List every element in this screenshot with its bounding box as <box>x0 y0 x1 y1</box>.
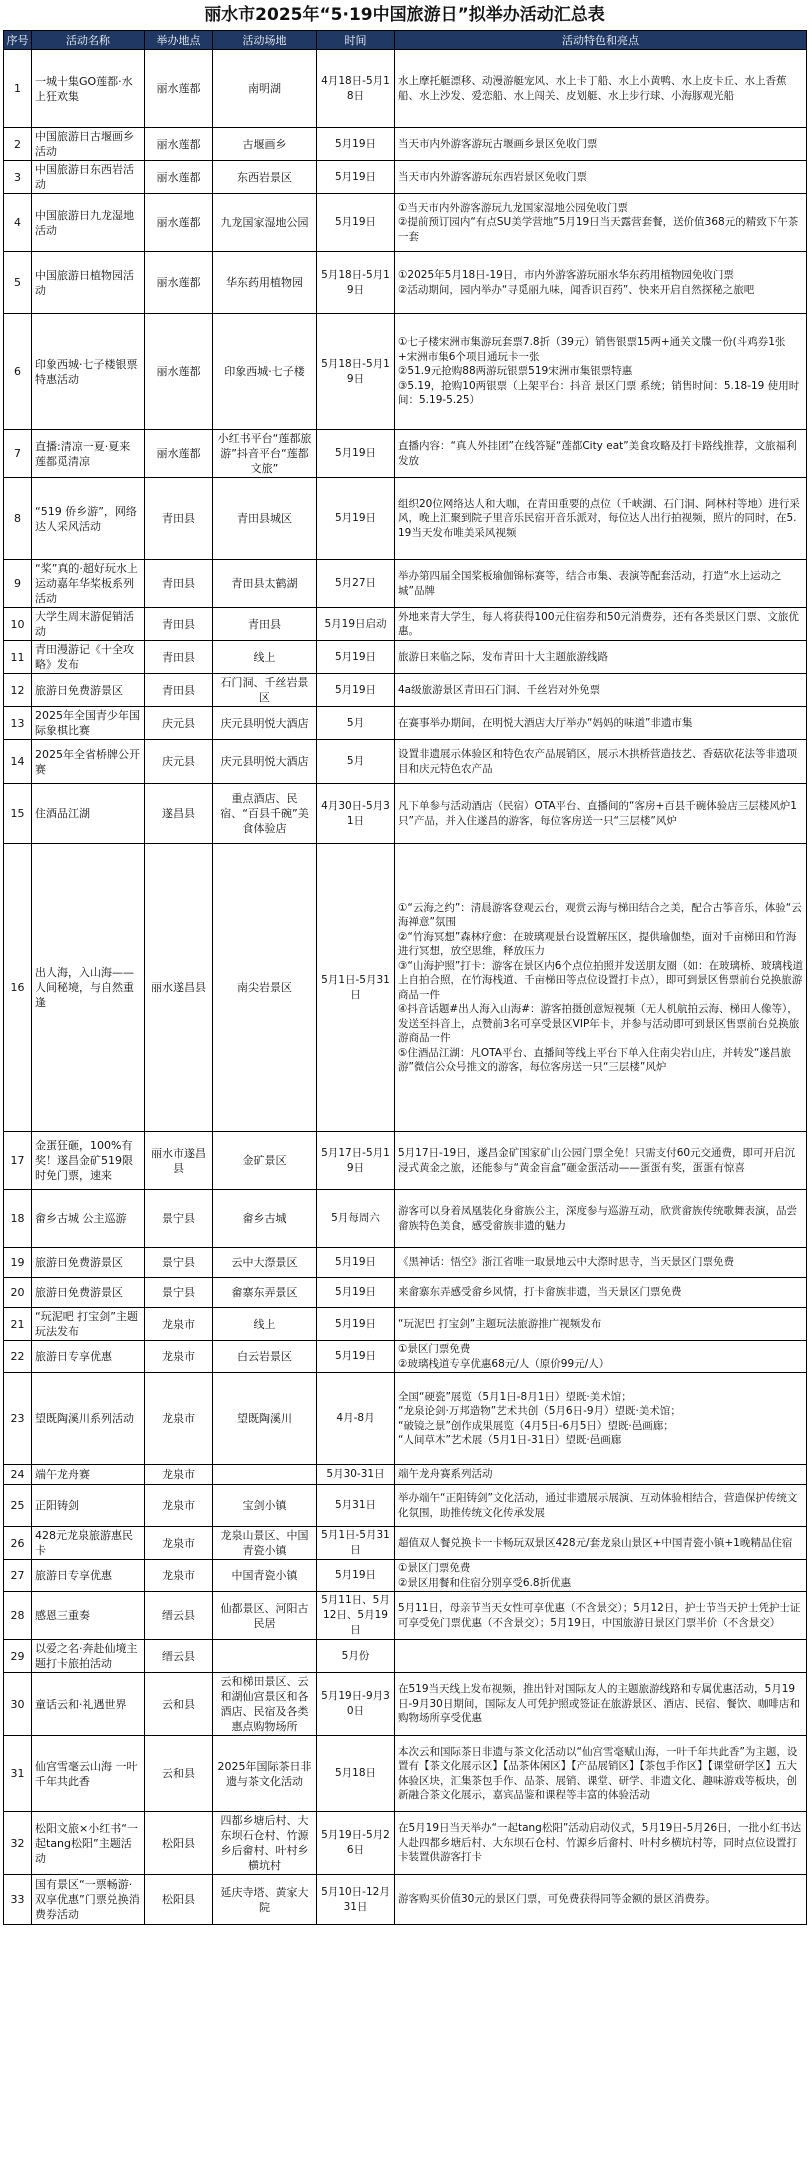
cell-time: 5月19日 <box>317 161 395 194</box>
cell-time: 5月每周六 <box>317 1190 395 1248</box>
cell-time: 5月19日 <box>317 194 395 252</box>
cell-venue: 古堰画乡 <box>213 128 317 161</box>
cell-no: 3 <box>4 161 32 194</box>
cell-place: 龙泉市 <box>145 1465 213 1485</box>
table-row <box>4 1278 807 1308</box>
cell-venue: 畲乡古城 <box>213 1190 317 1248</box>
cell-highlights: 来畲寨东弄感受畲乡风情，打卡畲族非遗，当天景区门票免费 <box>395 1278 807 1308</box>
cell-time: 5月1日-5月31日 <box>317 844 395 1132</box>
cell-time: 5月19日 <box>317 1248 395 1278</box>
cell-time: 5月27日 <box>317 560 395 608</box>
table-row <box>4 1485 807 1527</box>
cell-time: 5月19日启动 <box>317 608 395 641</box>
cell-highlights: 本次云和国际茶日非遗与茶文化活动以“仙宫雪毫赋山海，一叶千年共此香”为主题，设置有【茶文化展示区】【品茶体闲区】【产品展销区】【茶包手作区】【课堂研学区】五大体验区块，汇集茶包手作、品茶、展销、课堂、研学、非遗文化、趣味游戏等板块，创新融合茶文化展示，嘉宾品鉴和课程等丰富的体验活动 <box>395 1736 807 1812</box>
cell-highlights: ①“云海之约”：清晨游客登观云台，观赏云海与梯田结合之美，配合古筝音乐，体验“云海禅意”氛围 ②“竹海冥想”森林疗愈：在玻璃观景台设置解压区，提供瑜伽垫，面对千亩梯田和竹海进行冥想，放空思维，释放压力 ③“山海护照”打卡：游客在景区内6个点位拍照并发送朋友圈（如：在玻璃桥、玻璃栈道上自拍合照，在竹海栈道、千亩梯田等点位设置打卡点），即可到景区售票前台兑换旅游商品一件 ④抖音话题#出人海入山海#：游客拍摄创意短视频（无人机航拍云海、梯田人像等），发送至抖音上，点赞前3名可享受景区VIP年卡，并参与活动即可到景区售票前台兑换旅游商品一件 ⑤住酒品江湖：凡OTA平台、直播间等线上平台下单入住南尖岩山庄，并转发“遂昌旅游”微信公众号推文的游客，每位客房送一只“三层楼”风炉 <box>395 844 807 1132</box>
table-row <box>4 608 807 641</box>
cell-no: 17 <box>4 1132 32 1190</box>
cell-time: 5月19日 <box>317 1308 395 1341</box>
table-row <box>4 1560 807 1592</box>
cell-no: 4 <box>4 194 32 252</box>
cell-place: 青田县 <box>145 641 213 674</box>
cell-time: 5月18日-5月19日 <box>317 314 395 430</box>
cell-highlights: “玩泥巴 打宝剑”主题玩法旅游推广视频发布 <box>395 1308 807 1341</box>
cell-place: 丽水莲都 <box>145 314 213 430</box>
cell-name: 出人海，入山海——人间秘境，与自然重逢 <box>32 844 145 1132</box>
cell-name: 旅游日免费游景区 <box>32 674 145 707</box>
cell-time: 5月19日 <box>317 1341 395 1373</box>
cell-venue: 云和梯田景区、云和湖仙宫景区和各酒店、民宿及各类惠点购物场所 <box>213 1673 317 1736</box>
cell-no: 18 <box>4 1190 32 1248</box>
cell-time: 5月19日 <box>317 1560 395 1592</box>
table-row <box>4 674 807 707</box>
cell-time: 4月18日-5月18日 <box>317 50 395 128</box>
cell-venue: 庆元县明悦大酒店 <box>213 707 317 740</box>
col-header-name: 活动名称 <box>32 31 145 50</box>
cell-venue: 龙泉山景区、中国青瓷小镇 <box>213 1527 317 1560</box>
cell-highlights: 外地来青大学生，每人将获得100元住宿券和50元消费券，还有各类景区门票、文旅优惠。 <box>395 608 807 641</box>
table-row <box>4 1875 807 1925</box>
cell-venue: 线上 <box>213 1308 317 1341</box>
cell-time: 5月18日 <box>317 1736 395 1812</box>
cell-name: 望既陶溪川系列活动 <box>32 1373 145 1465</box>
cell-no: 28 <box>4 1592 32 1640</box>
cell-place: 云和县 <box>145 1736 213 1812</box>
cell-venue: 云中大漈景区 <box>213 1248 317 1278</box>
table-row <box>4 1373 807 1465</box>
cell-place: 云和县 <box>145 1673 213 1736</box>
col-header-time: 时间 <box>317 31 395 50</box>
cell-highlights: 直播内容：“真人外挂团”在线答疑“莲都City eat”美食攻略及打卡路线推荐，文旅福利发放 <box>395 430 807 478</box>
cell-highlights: 在赛事举办期间，在明悦大酒店大厅举办“妈妈的味道”非遗市集 <box>395 707 807 740</box>
cell-no: 19 <box>4 1248 32 1278</box>
cell-venue: 仙都景区、河阳古民居 <box>213 1592 317 1640</box>
cell-time: 5月31日 <box>317 1485 395 1527</box>
col-header-venue: 活动场地 <box>213 31 317 50</box>
cell-place: 松阳县 <box>145 1812 213 1875</box>
table-row <box>4 1812 807 1875</box>
cell-venue: 四都乡塘后村、大东坝石仓村、竹源乡后畲村、叶村乡横坑村 <box>213 1812 317 1875</box>
cell-venue: 青田县太鹤湖 <box>213 560 317 608</box>
cell-time: 5月11日、5月12日、5月19日 <box>317 1592 395 1640</box>
cell-place: 遂昌县 <box>145 784 213 844</box>
table-row <box>4 1341 807 1373</box>
cell-no: 13 <box>4 707 32 740</box>
cell-name: 中国旅游日古堰画乡活动 <box>32 128 145 161</box>
cell-no: 25 <box>4 1485 32 1527</box>
col-header-place: 举办地点 <box>145 31 213 50</box>
cell-time: 4月30日-5月31日 <box>317 784 395 844</box>
cell-highlights: 凡下单参与活动酒店（民宿）OTA平台、直播间的“客房+百县千碗体验店三层楼风炉1只”产品，并入住遂昌的游客，每位客房送一只“三层楼”风炉 <box>395 784 807 844</box>
table-row <box>4 50 807 128</box>
cell-highlights: ①2025年5月18日-19日，市内外游客游玩丽水华东药用植物园免收门票 ②活动期间，园内举办“寻觅丽九味，闻香识百药”、快来开启自然探秘之旅吧 <box>395 252 807 314</box>
cell-place: 景宁县 <box>145 1190 213 1248</box>
cell-venue: 重点酒店、民宿、“百县千碗”美食体验店 <box>213 784 317 844</box>
cell-time: 5月19日 <box>317 1278 395 1308</box>
table-row <box>4 1465 807 1485</box>
cell-no: 21 <box>4 1308 32 1341</box>
cell-name: 旅游日免费游景区 <box>32 1278 145 1308</box>
cell-name: 青田漫游记《十全攻略》发布 <box>32 641 145 674</box>
cell-time: 5月19日 <box>317 478 395 560</box>
cell-venue <box>213 1465 317 1485</box>
cell-name: 以爱之名·奔赴仙境主题打卡旅拍活动 <box>32 1640 145 1673</box>
cell-place: 丽水市遂昌县 <box>145 1132 213 1190</box>
cell-time: 5月10日-12月31日 <box>317 1875 395 1925</box>
table-row <box>4 784 807 844</box>
cell-venue: 印象西城·七子楼 <box>213 314 317 430</box>
cell-venue: 白云岩景区 <box>213 1341 317 1373</box>
cell-highlights: 旅游日来临之际，发布青田十大主题旅游线路 <box>395 641 807 674</box>
activity-table <box>3 30 807 1925</box>
cell-name: 中国旅游日植物园活动 <box>32 252 145 314</box>
cell-time: 5月19日 <box>317 641 395 674</box>
cell-venue: 畲寨东弄景区 <box>213 1278 317 1308</box>
cell-no: 27 <box>4 1560 32 1592</box>
cell-highlights: 5月17日-19日，遂昌金矿国家矿山公园门票全免！只需支付60元交通费，即可开启沉浸式黄金之旅，还能参与“黄金盲盒”砸金蛋活动——蛋蛋有奖，蛋蛋有惊喜 <box>395 1132 807 1190</box>
cell-no: 2 <box>4 128 32 161</box>
cell-venue: 九龙国家湿地公园 <box>213 194 317 252</box>
cell-no: 16 <box>4 844 32 1132</box>
cell-name: 正阳铸剑 <box>32 1485 145 1527</box>
cell-time: 5月19日-9月30日 <box>317 1673 395 1736</box>
cell-place: 丽水莲都 <box>145 50 213 128</box>
cell-no: 30 <box>4 1673 32 1736</box>
table-row <box>4 1308 807 1341</box>
table-row <box>4 641 807 674</box>
cell-venue: 青田县 <box>213 608 317 641</box>
cell-time: 4月-8月 <box>317 1373 395 1465</box>
cell-venue: 延庆寺塔、黄家大院 <box>213 1875 317 1925</box>
cell-no: 1 <box>4 50 32 128</box>
table-row <box>4 1640 807 1673</box>
cell-highlights: 全国“硬瓷”展览（5月1日-8月1日）望既·美术馆； “龙泉论剑·万邦造物”艺术共创（5月6日-9月）望既·美术馆； “破镜之景”创作成果展览（4月5日-6月5日）望既·邑画廊； “人间草木”艺术展（5月1日-31日）望既·邑画廊 <box>395 1373 807 1465</box>
cell-no: 15 <box>4 784 32 844</box>
cell-highlights: 5月11日，母亲节当天女性可享优惠（不含景交）；5月12日，护士节当天护士凭护士证可享受免门票优惠（不含景交）；5月19日，中国旅游日景区门票半价（不含景交） <box>395 1592 807 1640</box>
cell-highlights: ①景区门票免费 ②景区用餐和住宿分别享受6.8折优惠 <box>395 1560 807 1592</box>
cell-place: 青田县 <box>145 478 213 560</box>
cell-highlights: 设置非遗展示体验区和特色农产品展销区，展示木拱桥营造技艺、香菇砍花法等非遗项目和庆元特色农产品 <box>395 740 807 784</box>
cell-place: 龙泉市 <box>145 1308 213 1341</box>
cell-venue: 南尖岩景区 <box>213 844 317 1132</box>
cell-time: 5月17日-5月19日 <box>317 1132 395 1190</box>
cell-time: 5月19日-5月26日 <box>317 1812 395 1875</box>
cell-name: 中国旅游日九龙湿地活动 <box>32 194 145 252</box>
cell-no: 23 <box>4 1373 32 1465</box>
cell-name: 旅游日免费游景区 <box>32 1248 145 1278</box>
cell-name: 2025年全国青少年国际象棋比赛 <box>32 707 145 740</box>
col-header-highlights: 活动特色和亮点 <box>395 31 807 50</box>
cell-time: 5月18日-5月19日 <box>317 252 395 314</box>
cell-place: 庆元县 <box>145 740 213 784</box>
cell-place: 龙泉市 <box>145 1485 213 1527</box>
cell-name: 直播:清凉一夏·夏来莲都觅清凉 <box>32 430 145 478</box>
cell-name: “桨”真的·超好玩水上运动嘉年华桨板系列活动 <box>32 560 145 608</box>
cell-highlights: 举办第四届全国桨板瑜伽锦标赛等，结合市集、表演等配套活动，打造“水上运动之城”品牌 <box>395 560 807 608</box>
cell-highlights: 游客购买价值30元的景区门票，可免费获得同等金额的景区消费券。 <box>395 1875 807 1925</box>
cell-name: 2025年全省桥牌公开赛 <box>32 740 145 784</box>
table-row <box>4 252 807 314</box>
cell-place: 龙泉市 <box>145 1527 213 1560</box>
cell-place: 龙泉市 <box>145 1341 213 1373</box>
cell-time: 5月19日 <box>317 430 395 478</box>
table-row <box>4 128 807 161</box>
cell-highlights: 超值双人餐兑换卡一卡畅玩双景区428元/套龙泉山景区+中国青瓷小镇+1晚精品住宿 <box>395 1527 807 1560</box>
cell-place: 庆元县 <box>145 707 213 740</box>
cell-name: 国有景区“一票畅游·双享优惠”门票兑换消费券活动 <box>32 1875 145 1925</box>
cell-place: 青田县 <box>145 674 213 707</box>
cell-no: 11 <box>4 641 32 674</box>
cell-name: 旅游日专享优惠 <box>32 1560 145 1592</box>
cell-no: 29 <box>4 1640 32 1673</box>
cell-name: 畲乡古城 公主巡游 <box>32 1190 145 1248</box>
page-title: 丽水市2025年“5·19中国旅游日”拟举办活动汇总表 <box>204 5 605 25</box>
cell-place: 缙云县 <box>145 1640 213 1673</box>
table-row <box>4 1190 807 1248</box>
cell-highlights <box>395 1640 807 1673</box>
cell-place: 青田县 <box>145 608 213 641</box>
cell-venue: 中国青瓷小镇 <box>213 1560 317 1592</box>
cell-name: 端午龙舟赛 <box>32 1465 145 1485</box>
cell-time: 5月 <box>317 740 395 784</box>
table-row <box>4 844 807 1132</box>
cell-name: 428元龙泉旅游惠民卡 <box>32 1527 145 1560</box>
cell-venue: 华东药用植物园 <box>213 252 317 314</box>
cell-highlights: 《黑神话：悟空》浙江省唯一取景地云中大漈时思寺，当天景区门票免费 <box>395 1248 807 1278</box>
cell-venue <box>213 1640 317 1673</box>
cell-name: 松阳文旅×小红书“一起tang松阳”主题活动 <box>32 1812 145 1875</box>
cell-name: “519 侨乡游”，网络达人采风活动 <box>32 478 145 560</box>
table-row <box>4 740 807 784</box>
cell-no: 10 <box>4 608 32 641</box>
cell-place: 龙泉市 <box>145 1373 213 1465</box>
cell-name: 旅游日专享优惠 <box>32 1341 145 1373</box>
table-row <box>4 194 807 252</box>
cell-place: 丽水遂昌县 <box>145 844 213 1132</box>
cell-no: 33 <box>4 1875 32 1925</box>
col-header-no: 序号 <box>4 31 32 50</box>
cell-highlights: 端午龙舟赛系列活动 <box>395 1465 807 1485</box>
cell-place: 龙泉市 <box>145 1560 213 1592</box>
table-row <box>4 478 807 560</box>
cell-no: 6 <box>4 314 32 430</box>
cell-no: 14 <box>4 740 32 784</box>
cell-venue: 小红书平台“莲都旅游”抖音平台“莲都文旅” <box>213 430 317 478</box>
cell-highlights: ①景区门票免费 ②玻璃栈道专享优惠68元/人（原价99元/人） <box>395 1341 807 1373</box>
cell-time: 5月份 <box>317 1640 395 1673</box>
cell-highlights: 当天市内外游客游玩古堰画乡景区免收门票 <box>395 128 807 161</box>
table-header <box>4 31 807 50</box>
cell-highlights: ①七子楼宋洲市集游玩套票7.8折（39元）销售银票15两+通关文牒一份(斗鸡券1张+宋洲市集6个项目通玩卡一张 ②51.9元抢购88两游玩银票519宋洲市集银票特惠 ③5.19，抢购10两银票（上架平台：抖音 景区门票 系统；销售时间：5.18-19 使用时间：5.19-5.25） <box>395 314 807 430</box>
cell-no: 9 <box>4 560 32 608</box>
cell-highlights: 组织20位网络达人和大咖，在青田重要的点位（千峡湖、石门洞、阿林村等地）进行采风，晚上汇聚到院子里音乐民宿开音乐派对，每位达人出行拍视频，照片的同时，在5.19当天发布唯美采风视频 <box>395 478 807 560</box>
cell-no: 12 <box>4 674 32 707</box>
cell-name: “玩泥吧 打宝剑”主题玩法发布 <box>32 1308 145 1341</box>
cell-time: 5月 <box>317 707 395 740</box>
cell-no: 20 <box>4 1278 32 1308</box>
cell-no: 8 <box>4 478 32 560</box>
cell-place: 景宁县 <box>145 1278 213 1308</box>
cell-name: 大学生周末游促销活动 <box>32 608 145 641</box>
table-row <box>4 1248 807 1278</box>
cell-name: 感恩三重奏 <box>32 1592 145 1640</box>
cell-highlights: ①当天市内外游客游玩九龙国家湿地公园免收门票 ②提前预订园内“有点SU美学营地”5月19日当天露营套餐，送价值368元的精致下午茶一套 <box>395 194 807 252</box>
cell-name: 印象西城·七子楼银票特惠活动 <box>32 314 145 430</box>
cell-time: 5月1日-5月31日 <box>317 1527 395 1560</box>
cell-place: 丽水莲都 <box>145 128 213 161</box>
cell-name: 童话云和·礼遇世界 <box>32 1673 145 1736</box>
table-body <box>4 50 807 1925</box>
cell-venue: 宝剑小镇 <box>213 1485 317 1527</box>
cell-name: 金蛋狂砸，100%有奖！遂昌金矿519限时免门票，速来 <box>32 1132 145 1190</box>
cell-place: 丽水莲都 <box>145 252 213 314</box>
cell-highlights: 4a级旅游景区青田石门洞、千丝岩对外免票 <box>395 674 807 707</box>
cell-venue: 南明湖 <box>213 50 317 128</box>
cell-highlights: 在519当天线上发布视频，推出针对国际友人的主题旅游线路和专属优惠活动，5月19日-9月30日期间，国际友人可凭护照或签证在旅游景区、酒店、民宿、餐饮、咖啡店和购物场所享受优惠 <box>395 1673 807 1736</box>
cell-place: 青田县 <box>145 560 213 608</box>
cell-place: 景宁县 <box>145 1248 213 1278</box>
cell-venue: 石门洞、千丝岩景区 <box>213 674 317 707</box>
cell-venue: 东西岩景区 <box>213 161 317 194</box>
cell-no: 31 <box>4 1736 32 1812</box>
cell-name: 中国旅游日东西岩活动 <box>32 161 145 194</box>
cell-time: 5月19日 <box>317 674 395 707</box>
table-row <box>4 314 807 430</box>
cell-name: 一城十集GO莲都·水上狂欢集 <box>32 50 145 128</box>
cell-highlights: 游客可以身着凤凰装化身畲族公主，深度参与巡游互动，欣赏畲族传统歌舞表演，品尝畲族特色美食，感受畲族非遗的魅力 <box>395 1190 807 1248</box>
cell-no: 7 <box>4 430 32 478</box>
cell-time: 5月19日 <box>317 128 395 161</box>
cell-venue: 望既陶溪川 <box>213 1373 317 1465</box>
table-row <box>4 161 807 194</box>
table-row <box>4 430 807 478</box>
cell-place: 缙云县 <box>145 1592 213 1640</box>
table-row <box>4 1592 807 1640</box>
cell-highlights: 当天市内外游客游玩东西岩景区免收门票 <box>395 161 807 194</box>
cell-no: 22 <box>4 1341 32 1373</box>
table-row <box>4 1132 807 1190</box>
cell-name: 住酒品江湖 <box>32 784 145 844</box>
cell-highlights: 水上摩托艇漂移、动漫游艇宠风、水上卡丁船、水上小黄鸭、水上皮卡丘、水上香蕉船、水上沙发、爱恋船、水上闯关、皮划艇、水上步行球、小海豚观光船 <box>395 50 807 128</box>
table-row <box>4 560 807 608</box>
cell-venue: 金矿景区 <box>213 1132 317 1190</box>
cell-venue: 青田县城区 <box>213 478 317 560</box>
cell-highlights: 举办端午“正阳铸剑”文化活动，通过非遗展示展演、互动体验相结合，营造保护传统文化氛围，助推传统文化传承发展 <box>395 1485 807 1527</box>
cell-highlights: 在5月19日当天举办“一起tang松阳”活动启动仪式，5月19日-5月26日，一批小红书达人赴四都乡塘后村、大东坝石仓村、竹源乡后畲村、叶村乡横坑村等，同时点位设置打卡装置供游客打卡 <box>395 1812 807 1875</box>
table-row <box>4 1673 807 1736</box>
cell-place: 松阳县 <box>145 1875 213 1925</box>
cell-no: 24 <box>4 1465 32 1485</box>
table-row <box>4 1736 807 1812</box>
cell-no: 32 <box>4 1812 32 1875</box>
cell-name: 仙宫雪毫云山海 一叶千年共此香 <box>32 1736 145 1812</box>
cell-time: 5月30-31日 <box>317 1465 395 1485</box>
cell-no: 26 <box>4 1527 32 1560</box>
table-row <box>4 1527 807 1560</box>
cell-venue: 庆元县明悦大酒店 <box>213 740 317 784</box>
cell-place: 丽水莲都 <box>145 430 213 478</box>
cell-venue: 线上 <box>213 641 317 674</box>
cell-place: 丽水莲都 <box>145 161 213 194</box>
table-row <box>4 707 807 740</box>
cell-venue: 2025年国际茶日非遗与茶文化活动 <box>213 1736 317 1812</box>
cell-no: 5 <box>4 252 32 314</box>
cell-place: 丽水莲都 <box>145 194 213 252</box>
